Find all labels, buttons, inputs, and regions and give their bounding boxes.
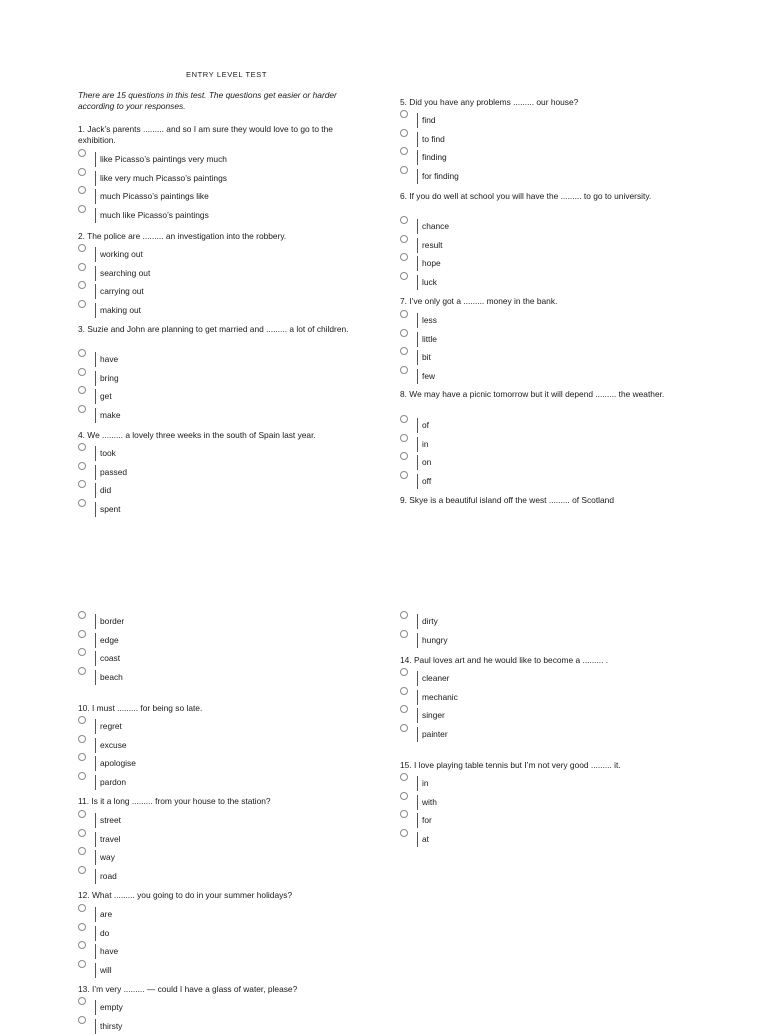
answer-option[interactable] — [78, 810, 368, 828]
answer-option[interactable] — [400, 253, 690, 271]
radio-button-icon[interactable] — [78, 149, 86, 157]
answer-option[interactable] — [400, 773, 690, 791]
question-text: 2. The police are ......... an investigation into the robbery. — [78, 231, 287, 241]
radio-button-icon[interactable] — [78, 716, 86, 724]
divider — [417, 219, 418, 234]
answer-option-label: off — [422, 475, 432, 486]
radio-button-icon[interactable] — [78, 205, 86, 213]
divider — [95, 247, 96, 262]
divider — [95, 756, 96, 771]
answer-option[interactable] — [400, 347, 690, 365]
radio-button-icon[interactable] — [400, 773, 408, 781]
answer-option-label: chance — [422, 221, 450, 231]
question-text: 8. We may have a picnic tomorrow but it will depend ......... the weather. — [400, 389, 665, 399]
divider — [417, 169, 418, 184]
radio-button-icon[interactable] — [400, 434, 408, 442]
answer-option[interactable] — [400, 452, 690, 470]
radio-button-icon[interactable] — [400, 347, 408, 355]
answer-option-label: much like Picasso’s paintings — [100, 209, 209, 220]
radio-button-icon[interactable] — [400, 366, 408, 374]
question-text: 11. Is it a long ......... from your house to the station? — [78, 796, 271, 806]
question-text: 9. Skye is a beautiful island off the west ......... of Scotland — [400, 495, 614, 505]
answer-option-label: regret — [100, 721, 122, 731]
question-text: 7. I’ve only got a ......... money in the bank. — [400, 296, 558, 306]
radio-button-icon[interactable] — [78, 648, 86, 656]
divider — [95, 284, 96, 299]
radio-button-icon[interactable] — [78, 263, 86, 271]
answer-option[interactable] — [78, 941, 368, 959]
radio-button-icon[interactable] — [400, 147, 408, 155]
answer-option-label: excuse — [100, 739, 127, 750]
answer-option-label: painter — [422, 728, 448, 739]
answer-option[interactable] — [78, 630, 368, 648]
answer-option-label: less — [422, 315, 437, 325]
divider — [417, 238, 418, 253]
radio-button-icon[interactable] — [400, 724, 408, 732]
answer-option-label: working out — [100, 249, 143, 259]
radio-button-icon[interactable] — [78, 186, 86, 194]
radio-button-icon[interactable] — [400, 810, 408, 818]
radio-button-icon[interactable] — [78, 405, 86, 413]
answer-option[interactable] — [78, 186, 368, 204]
radio-button-icon[interactable] — [78, 168, 86, 176]
answer-option[interactable] — [400, 724, 690, 742]
answer-option[interactable] — [78, 735, 368, 753]
divider — [95, 614, 96, 629]
answer-option-label: are — [100, 909, 113, 919]
answer-option-label: coast — [100, 653, 121, 663]
divider — [95, 266, 96, 281]
answer-option-label: find — [422, 115, 436, 125]
answer-option[interactable] — [400, 687, 690, 705]
answer-option-label: singer — [422, 710, 445, 720]
question-text: 15. I love playing table tennis but I’m not very good ......... it. — [400, 760, 621, 770]
answer-option-label: took — [100, 448, 116, 458]
answer-option-label: on — [422, 457, 432, 467]
answer-option-label: have — [100, 946, 119, 956]
radio-button-icon[interactable] — [400, 471, 408, 479]
answer-option[interactable] — [78, 648, 368, 666]
radio-button-icon[interactable] — [400, 310, 408, 318]
answer-option[interactable] — [78, 904, 368, 922]
answer-option[interactable] — [78, 281, 368, 299]
radio-button-icon[interactable] — [400, 611, 408, 619]
radio-button-icon[interactable] — [78, 480, 86, 488]
question-text: 1. Jack’s parents ......... and so I am sure they would love to go to the exhibition. — [78, 124, 333, 145]
answer-option-label: street — [100, 815, 121, 825]
answer-option[interactable] — [400, 216, 690, 234]
answer-option[interactable] — [400, 110, 690, 128]
divider — [95, 208, 96, 223]
answer-option-label: with — [422, 796, 437, 807]
radio-button-icon[interactable] — [400, 415, 408, 423]
answer-option-label: luck — [422, 276, 437, 287]
divider — [417, 455, 418, 470]
question-text: 14. Paul loves art and he would like to become a ......... . — [400, 655, 609, 665]
answer-option-label: cleaner — [422, 673, 450, 683]
divider — [417, 418, 418, 433]
radio-button-icon[interactable] — [78, 960, 86, 968]
answer-option[interactable] — [400, 166, 690, 184]
answer-option-label: empty — [100, 1002, 123, 1012]
divider — [95, 850, 96, 865]
answer-option[interactable] — [400, 310, 690, 328]
answer-option-label: making out — [100, 304, 141, 315]
divider — [95, 408, 96, 423]
answer-option-label: apologise — [100, 758, 136, 768]
divider — [95, 719, 96, 734]
answer-option[interactable] — [400, 810, 690, 828]
radio-button-icon[interactable] — [400, 272, 408, 280]
answer-option[interactable] — [400, 129, 690, 147]
answer-option-label: like very much Picasso’s paintings — [100, 172, 227, 183]
radio-button-icon[interactable] — [400, 110, 408, 118]
radio-button-icon[interactable] — [400, 452, 408, 460]
divider — [95, 303, 96, 318]
answer-option[interactable] — [78, 349, 368, 367]
divider — [95, 352, 96, 367]
answer-option[interactable] — [78, 405, 368, 423]
radio-button-icon[interactable] — [400, 253, 408, 261]
answer-option[interactable] — [400, 415, 690, 433]
divider — [95, 869, 96, 884]
divider — [95, 775, 96, 790]
answer-option[interactable] — [78, 753, 368, 771]
divider — [95, 465, 96, 480]
answer-option[interactable] — [78, 480, 368, 498]
radio-button-icon[interactable] — [78, 735, 86, 743]
answer-option-label: for finding — [422, 170, 459, 181]
radio-button-icon[interactable] — [78, 847, 86, 855]
divider — [417, 671, 418, 686]
divider — [95, 1000, 96, 1015]
divider — [417, 350, 418, 365]
question-text: 4. We ......... a lovely three weeks in the south of Spain last year. — [78, 430, 316, 440]
radio-button-icon[interactable] — [78, 300, 86, 308]
radio-button-icon[interactable] — [78, 611, 86, 619]
divider — [95, 389, 96, 404]
radio-button-icon[interactable] — [78, 443, 86, 451]
answer-option-label: way — [100, 852, 115, 862]
answer-option-label: bit — [422, 352, 431, 362]
radio-button-icon[interactable] — [400, 216, 408, 224]
divider — [95, 651, 96, 666]
answer-option-label: to find — [422, 133, 445, 144]
answer-option[interactable] — [78, 716, 368, 734]
answer-option-label: much Picasso’s paintings like — [100, 191, 209, 201]
divider — [95, 483, 96, 498]
radio-button-icon[interactable] — [400, 166, 408, 174]
answer-option[interactable] — [78, 829, 368, 847]
divider — [417, 614, 418, 629]
answer-option-label: in — [422, 778, 429, 788]
divider — [95, 832, 96, 847]
answer-option-label: make — [100, 409, 121, 420]
answer-option[interactable] — [78, 386, 368, 404]
radio-button-icon[interactable] — [78, 368, 86, 376]
divider — [417, 633, 418, 648]
divider — [417, 690, 418, 705]
answer-option-label: do — [100, 927, 110, 938]
answer-option-label: hope — [422, 258, 441, 268]
divider — [417, 437, 418, 452]
radio-button-icon[interactable] — [78, 866, 86, 874]
radio-button-icon[interactable] — [78, 772, 86, 780]
question-text: 12. What ......... you going to do in your summer holidays? — [78, 890, 293, 900]
answer-option[interactable] — [78, 149, 368, 167]
radio-button-icon[interactable] — [400, 235, 408, 243]
radio-button-icon[interactable] — [78, 386, 86, 394]
divider — [95, 670, 96, 685]
radio-button-icon[interactable] — [400, 630, 408, 638]
divider — [95, 738, 96, 753]
answer-option-label: travel — [100, 833, 121, 844]
divider — [417, 256, 418, 271]
answer-option[interactable] — [400, 630, 690, 648]
answer-option[interactable] — [78, 923, 368, 941]
answer-option-label: mechanic — [422, 691, 458, 702]
radio-button-icon[interactable] — [400, 668, 408, 676]
answer-option[interactable] — [78, 368, 368, 386]
divider — [95, 502, 96, 517]
answer-option[interactable] — [78, 244, 368, 262]
answer-option[interactable] — [78, 499, 368, 517]
radio-button-icon[interactable] — [78, 904, 86, 912]
answer-option-label: finding — [422, 152, 447, 162]
answer-option[interactable] — [78, 205, 368, 223]
answer-option[interactable] — [78, 997, 368, 1015]
radio-button-icon[interactable] — [78, 997, 86, 1005]
divider — [95, 907, 96, 922]
divider — [417, 795, 418, 810]
radio-button-icon[interactable] — [400, 829, 408, 837]
divider — [417, 150, 418, 165]
answer-option-label: road — [100, 870, 117, 881]
divider — [95, 633, 96, 648]
answer-option[interactable] — [400, 471, 690, 489]
answer-option[interactable] — [78, 168, 368, 186]
answer-option-label: searching out — [100, 267, 151, 278]
answer-option[interactable] — [78, 667, 368, 685]
divider — [95, 371, 96, 386]
divider — [95, 944, 96, 959]
question-text: 5. Did you have any problems ......... our house? — [400, 97, 579, 107]
divider — [417, 313, 418, 328]
answer-option-label: thirsty — [100, 1020, 123, 1031]
answer-option[interactable] — [78, 300, 368, 318]
answer-option-label: will — [100, 964, 112, 975]
answer-option[interactable] — [400, 792, 690, 810]
answer-option-label: little — [422, 333, 437, 344]
answer-option-label: few — [422, 370, 436, 381]
divider — [95, 963, 96, 978]
radio-button-icon[interactable] — [78, 462, 86, 470]
answer-option[interactable] — [78, 1016, 368, 1034]
question-text: 6. If you do well at school you will have the ......... to go to university. — [400, 191, 652, 201]
page-title: ENTRY LEVEL TEST — [186, 70, 268, 79]
answer-option-label: did — [100, 485, 112, 495]
radio-button-icon[interactable] — [78, 349, 86, 357]
divider — [417, 113, 418, 128]
divider — [95, 813, 96, 828]
divider — [95, 189, 96, 204]
answer-option[interactable] — [400, 235, 690, 253]
radio-button-icon[interactable] — [78, 667, 86, 675]
divider — [417, 132, 418, 147]
answer-option[interactable] — [78, 443, 368, 461]
divider — [417, 832, 418, 847]
divider — [417, 275, 418, 290]
answer-option-label: result — [422, 239, 443, 250]
radio-button-icon[interactable] — [400, 792, 408, 800]
divider — [95, 171, 96, 186]
divider — [417, 332, 418, 347]
divider — [417, 474, 418, 489]
radio-button-icon[interactable] — [78, 923, 86, 931]
answer-option-label: spent — [100, 503, 121, 514]
divider — [95, 152, 96, 167]
answer-option-label: bring — [100, 372, 119, 383]
question-text: 10. I must ......... for being so late. — [78, 703, 203, 713]
answer-option-label: like Picasso’s paintings very much — [100, 154, 227, 164]
answer-option-label: pardon — [100, 776, 127, 787]
answer-option-label: carrying out — [100, 286, 144, 296]
divider — [95, 926, 96, 941]
divider — [417, 708, 418, 723]
divider — [95, 446, 96, 461]
answer-option[interactable] — [400, 705, 690, 723]
answer-option[interactable] — [400, 147, 690, 165]
radio-button-icon[interactable] — [78, 829, 86, 837]
answer-option-label: in — [422, 438, 429, 449]
answer-option-label: at — [422, 833, 429, 844]
radio-button-icon[interactable] — [400, 687, 408, 695]
radio-button-icon[interactable] — [400, 329, 408, 337]
answer-option-label: passed — [100, 466, 128, 477]
answer-option[interactable] — [78, 611, 368, 629]
answer-option[interactable] — [78, 847, 368, 865]
answer-option[interactable] — [400, 668, 690, 686]
answer-option-label: border — [100, 616, 125, 626]
divider — [417, 369, 418, 384]
radio-button-icon[interactable] — [78, 630, 86, 638]
radio-button-icon[interactable] — [78, 244, 86, 252]
answer-option[interactable] — [400, 434, 690, 452]
answer-option[interactable] — [78, 772, 368, 790]
radio-button-icon[interactable] — [78, 281, 86, 289]
radio-button-icon[interactable] — [78, 499, 86, 507]
divider — [417, 776, 418, 791]
radio-button-icon[interactable] — [78, 941, 86, 949]
divider — [95, 1019, 96, 1034]
answer-option-label: have — [100, 354, 119, 364]
answer-option-label: beach — [100, 671, 123, 682]
answer-option-label: of — [422, 420, 429, 430]
answer-option[interactable] — [78, 263, 368, 281]
answer-option[interactable] — [400, 329, 690, 347]
radio-button-icon[interactable] — [78, 810, 86, 818]
answer-option[interactable] — [78, 960, 368, 978]
question-text: 3. Suzie and John are planning to get married and ......... a lot of children. — [78, 324, 349, 334]
answer-option[interactable] — [400, 366, 690, 384]
answer-option-label: hungry — [422, 634, 448, 645]
answer-option-label: edge — [100, 634, 119, 645]
answer-option[interactable] — [78, 462, 368, 480]
answer-option[interactable] — [78, 866, 368, 884]
answer-option[interactable] — [400, 272, 690, 290]
answer-option[interactable] — [400, 829, 690, 847]
divider — [417, 727, 418, 742]
answer-option-label: for — [422, 815, 432, 825]
answer-option-label: dirty — [422, 616, 438, 626]
radio-button-icon[interactable] — [400, 129, 408, 137]
answer-option-label: get — [100, 391, 112, 401]
radio-button-icon[interactable] — [78, 1016, 86, 1024]
intro-text: There are 15 questions in this test. The questions get easier or harder according to your responses. — [78, 90, 337, 111]
answer-option[interactable] — [400, 611, 690, 629]
divider — [417, 813, 418, 828]
question-text: 13. I’m very ......... — could I have a glass of water, please? — [78, 984, 298, 994]
radio-button-icon[interactable] — [78, 753, 86, 761]
radio-button-icon[interactable] — [400, 705, 408, 713]
